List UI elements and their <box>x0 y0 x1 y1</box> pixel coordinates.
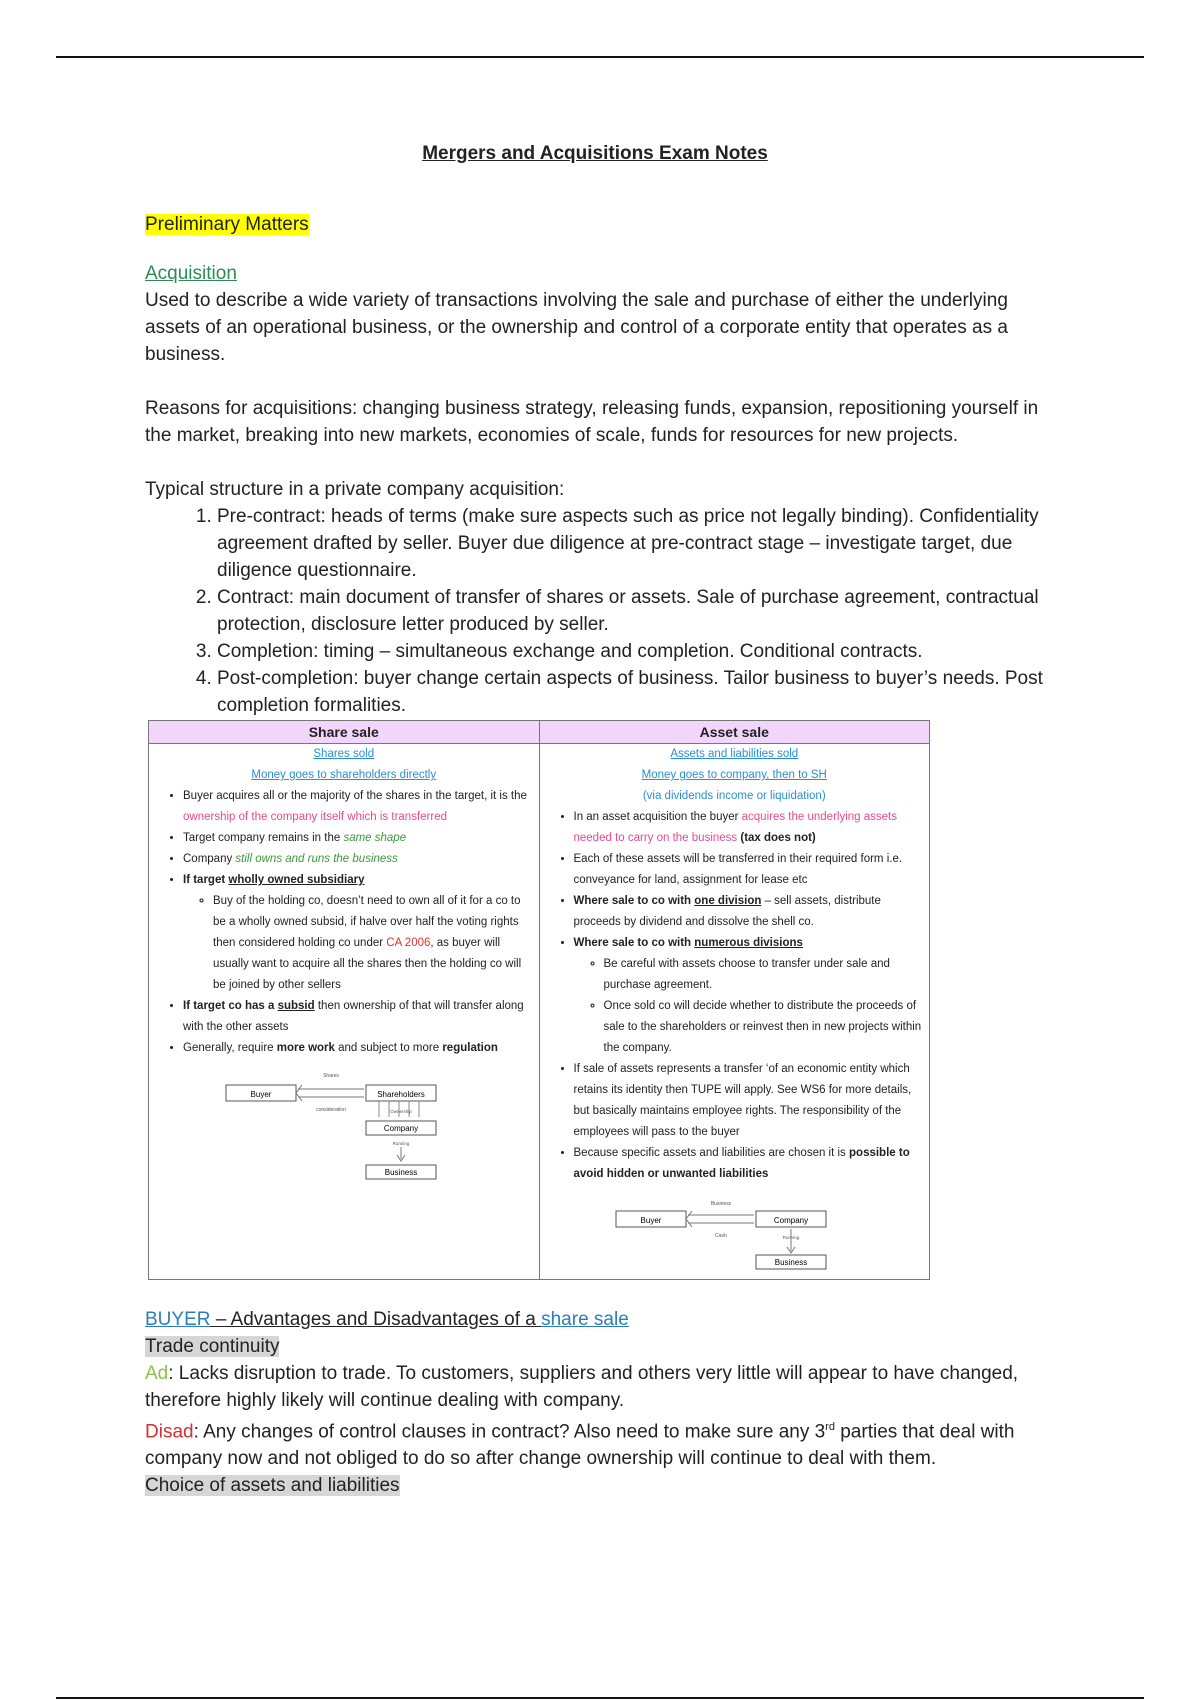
structure-step: 2. Contract: main document of transfer of shares or assets. Sale of purchase agreement, contractual protection, disclosure letter produced by seller. <box>217 584 1065 638</box>
share-vs-asset-table <box>148 720 930 1280</box>
asset-sub3: (via dividends income or liquidation) <box>642 790 826 802</box>
list-item: • Where sale to co with one division – sell assets, distribute proceeds by dividend and dissolve the shell co. <box>574 891 924 933</box>
section-heading-text: Preliminary Matters <box>145 214 309 235</box>
structure-intro: Typical structure in a private company acquisition: <box>145 479 565 500</box>
diagram-label: Running <box>782 1235 800 1240</box>
acquisition-definition: Used to describe a wide variety of transactions involving the sale and purchase of either the underlying assets of an operational business, or the ownership and control of a corporate entity that operates as a business. <box>145 290 1008 365</box>
diagram-label: Company <box>774 1216 809 1225</box>
asset-sub1: Assets and liabilities sold <box>670 748 799 760</box>
structure-step: 3. Completion: timing – simultaneous exchange and completion. Conditional contracts. <box>217 638 1065 665</box>
list-item: • Generally, require more work and subject to more regulation <box>183 1038 533 1059</box>
diagram-arrow <box>787 1229 795 1253</box>
diagram-label: Shares <box>322 1073 339 1079</box>
share-sale-diagram <box>224 1067 464 1192</box>
list-item: • If target co has a subsid then ownership of that will transfer along with the other assets <box>183 996 533 1038</box>
diagram-label: Business <box>384 1168 417 1177</box>
acquisition-heading: Acquisition <box>145 263 237 284</box>
diagram-label: Ownership <box>389 1109 412 1114</box>
diagram-label: Cash <box>715 1233 728 1239</box>
asset-sale-diagram <box>614 1193 854 1273</box>
asset-sale-header: Asset sale <box>539 721 930 744</box>
buyer-heading <box>145 1306 1065 1333</box>
diagram-label: Buyer <box>640 1216 662 1225</box>
list-item: • Each of these assets will be transferred in their required form i.e. conveyance for land, assignment for lease etc <box>574 849 924 891</box>
diagram-label: Running <box>392 1141 410 1146</box>
trade-continuity: Trade continuity <box>145 1336 280 1357</box>
advantage-para: Ad: Lacks disruption to trade. To customers, suppliers and others very little will appear to have changed, therefore highly likely will continue dealing with company. <box>145 1363 1019 1411</box>
list-item: • Where sale to co with numerous divisions ◦ Be careful with assets choose to transfer under sale and purchase agreement. ◦ Once sold co will decide whether to distribute the proceeds of sale to the shareholders or reinvest then in new projects within the company. <box>574 933 924 1059</box>
list-item: ◦ Be careful with assets choose to transfer under sale and purchase agreement. <box>604 954 924 996</box>
diagram-arrow <box>686 1211 754 1227</box>
diagram-label: Shareholders <box>376 1090 425 1099</box>
diagram-label: Buyer <box>250 1090 272 1099</box>
diagram-label: Business <box>775 1258 808 1267</box>
diagram-label: Business <box>711 1201 732 1207</box>
page-title: Mergers and Acquisitions Exam Notes <box>422 143 768 164</box>
section-heading <box>145 211 1065 238</box>
buyer-word: BUYER <box>145 1309 211 1330</box>
acquisition-reasons: Reasons for acquisitions: changing business strategy, releasing funds, expansion, repositioning yourself in the market, breaking into new markets, economies of scale, funds for resources for new projects. <box>145 398 1039 446</box>
buyer-heading-mid: – Advantages and Disadvantages of a <box>210 1309 542 1330</box>
list-item: • Company still owns and runs the business <box>183 849 533 870</box>
list-item: • Buyer acquires all or the majority of the shares in the target, it is the ownership of the company itself which is transferred <box>183 786 533 828</box>
list-item: • If sale of assets represents a transfer ‘of an economic entity which retains its identity then TUPE will apply. See WS6 for more details, but basically maintains employee rights. The responsibility of the employees will pass to the buyer <box>574 1059 924 1143</box>
list-item: • In an asset acquisition the buyer acquires the underlying assets needed to carry on the business (tax does not) <box>574 807 924 849</box>
share-sub1: Shares sold <box>313 748 375 760</box>
structure-steps <box>145 503 1065 719</box>
disadvantage-para: Disad: Any changes of control clauses in contract? Also need to make sure any 3rd parties that deal with company now and not obliged to do so after change ownership will continue to deal with them. <box>145 1421 1015 1470</box>
share-sale-header: Share sale <box>149 721 540 744</box>
list-item: • Target company remains in the same shape <box>183 828 533 849</box>
share-sale-cell <box>149 744 540 1280</box>
asset-sale-cell <box>539 744 930 1280</box>
structure-step: 4. Post-completion: buyer change certain aspects of business. Tailor business to buyer’s needs. Post completion formalities. <box>217 665 1065 719</box>
list-item: • Because specific assets and liabilities are chosen it is possible to avoid hidden or unwanted liabilities <box>574 1143 924 1185</box>
top-rule <box>56 56 1144 58</box>
share-sub2: Money goes to shareholders directly <box>251 769 437 781</box>
list-item: • If target wholly owned subsidiary ◦ Buy of the holding co, doesn’t need to own all of it for a co to be a wholly owned subsid, if halve over half the voting rights then considered holding co under CA 2006, as buyer will usually want to acquire all the shares then the holding co will be joined by other sellers <box>183 870 533 996</box>
bottom-rule <box>56 1697 1144 1699</box>
diagram-label: Company <box>383 1124 418 1133</box>
diagram-arrow <box>397 1147 405 1161</box>
document-page <box>145 140 1065 1499</box>
asset-sub2: Money goes to company, then to SH <box>641 769 827 781</box>
list-item: ◦ Buy of the holding co, doesn’t need to own all of it for a co to be a wholly owned subsid, if halve over half the voting rights then considered holding co under CA 2006, as buyer will usually want to acquire all the shares then the holding co will be joined by other sellers <box>213 891 533 996</box>
diagram-label: consideration <box>315 1107 346 1113</box>
structure-step: 1. Pre-contract: heads of terms (make sure aspects such as price not legally binding). Confidentiality agreement drafted by seller. Buyer due diligence at pre-contract stage – investigate target, due diligence questionnaire. <box>217 503 1065 584</box>
diagram-arrow <box>296 1085 364 1101</box>
list-item: ◦ Once sold co will decide whether to distribute the proceeds of sale to the shareholders or reinvest then in new projects within the company. <box>604 996 924 1059</box>
share-sale-link[interactable]: share sale <box>541 1309 629 1330</box>
choice-heading: Choice of assets and liabilities <box>145 1475 400 1497</box>
